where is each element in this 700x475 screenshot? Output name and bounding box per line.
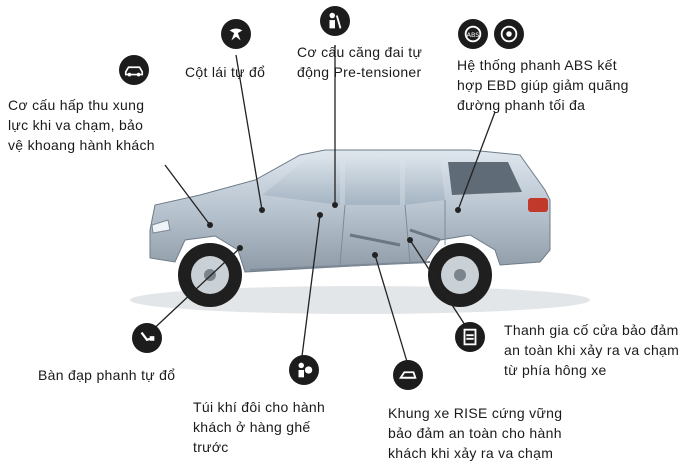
brake-pedal-label: Bàn đạp phanh tự đổ: [38, 367, 176, 383]
abs-icon: [458, 19, 488, 49]
ebd-icon: [494, 19, 524, 49]
steering-column-icon: [221, 19, 251, 49]
impact-absorb-label: Cơ cấu hấp thu xung lực khi va chạm, bảo vệ khoang hành khách: [8, 97, 155, 153]
front-door-window: [345, 158, 400, 205]
abs-ebd-label: Hệ thống phanh ABS kết hợp EBD giúp giảm quãng đường phanh tối đa: [457, 57, 629, 113]
svg-text:ABS: ABS: [466, 30, 480, 39]
pretensioner-label: Cơ cấu căng đai tự động Pre-tensioner: [297, 44, 423, 80]
brake-pedal-icon: [132, 323, 162, 353]
rise-frame-label: Khung xe RISE cứng vững bảo đảm an toàn cho hành khách khi xảy ra va chạm: [388, 405, 563, 461]
steering-column-label: Cột lái tự đổ: [185, 64, 266, 80]
seatbelt-icon: [320, 6, 350, 36]
taillight: [528, 198, 548, 212]
rear-door-window: [405, 158, 445, 205]
rise-frame-icon: [393, 360, 423, 390]
impact-absorb-icon: [119, 55, 149, 85]
door-beam-label: Thanh gia cố cửa bảo đảm an toàn khi xảy ra va chạm từ phía hông xe: [504, 322, 680, 378]
airbag-label: Túi khí đôi cho hành khách ở hàng ghế trước: [193, 399, 326, 455]
door-beam-icon: [455, 322, 485, 352]
rear-wheel: [428, 243, 492, 307]
airbag-icon: [289, 355, 319, 385]
